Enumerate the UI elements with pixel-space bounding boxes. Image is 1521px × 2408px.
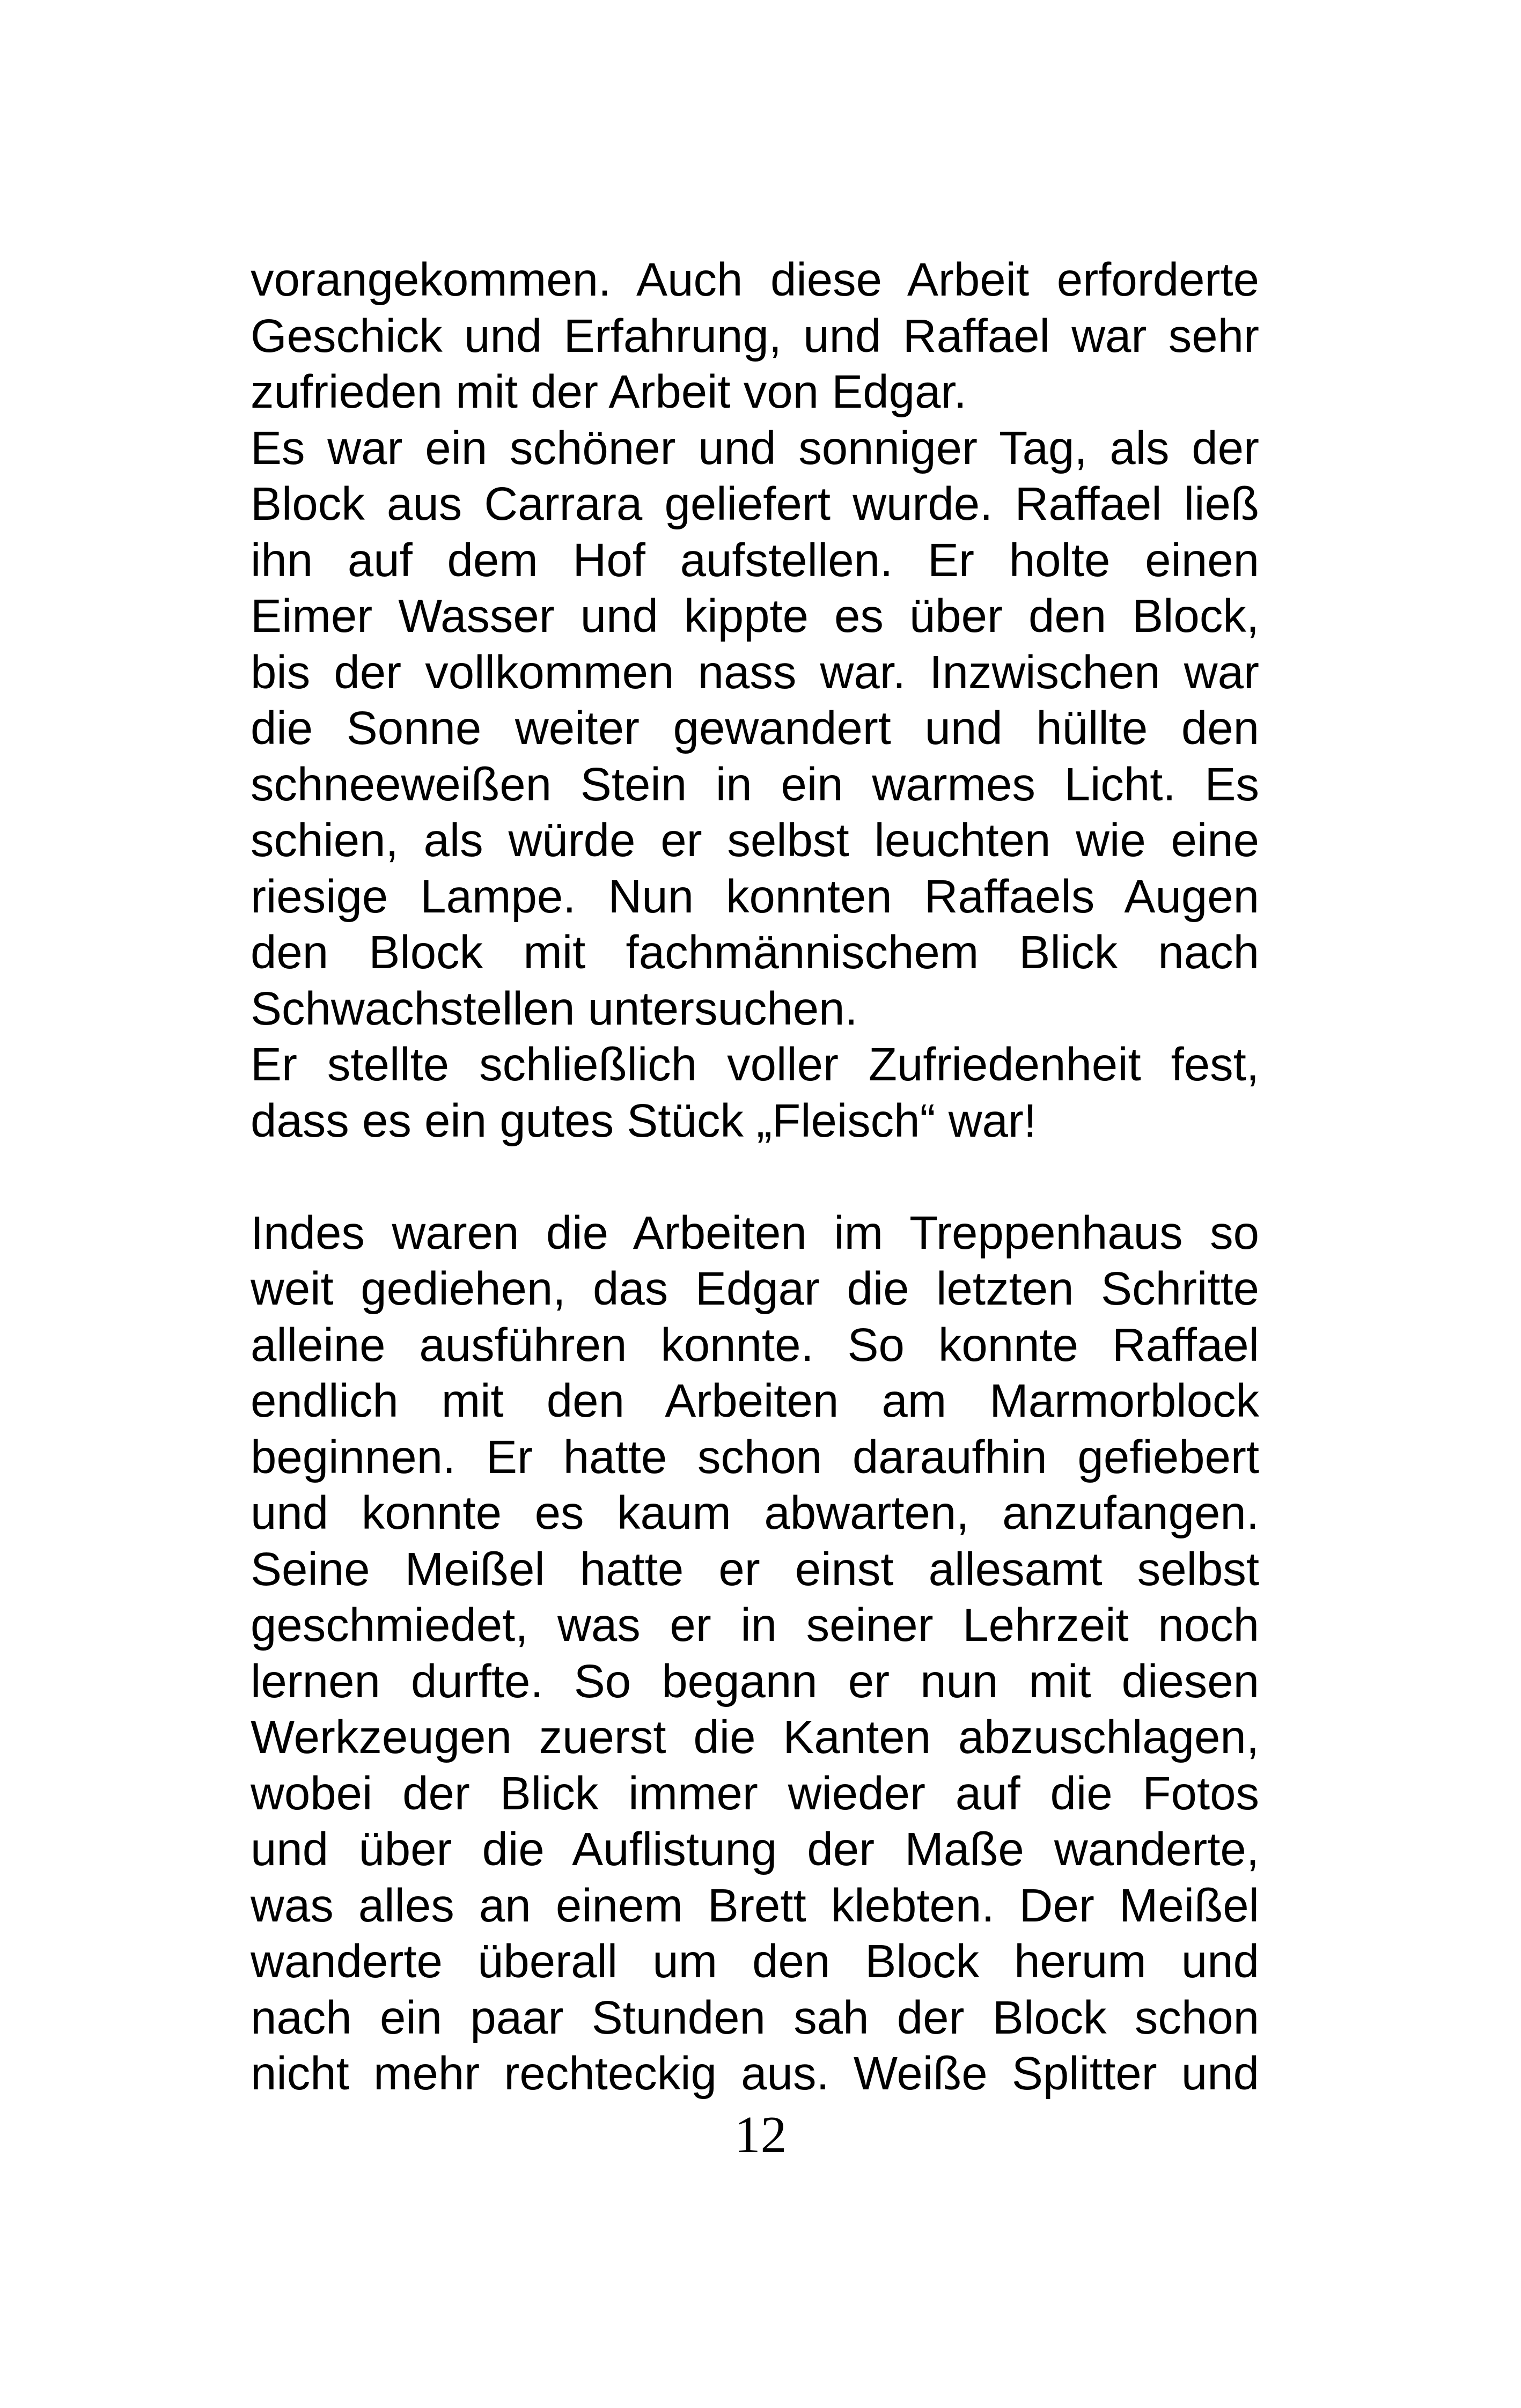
- text-line: Es war ein schöner und sonniger Tag, als der: [251, 422, 1259, 474]
- text-line: endlich mit den Arbeiten am Marmorblock: [251, 1375, 1259, 1427]
- text-line: wanderte überall um den Block herum und: [251, 1935, 1259, 1987]
- text-line: Indes waren die Arbeiten im Treppenhaus so: [251, 1206, 1259, 1259]
- text-line: Eimer Wasser und kippte es über den Block,: [251, 590, 1259, 642]
- text-line: nicht mehr rechteckig aus. Weiße Splitter und: [251, 2048, 1259, 2100]
- text-line: ihn auf dem Hof aufstellen. Er holte einen: [251, 534, 1259, 586]
- text-line: vorangekommen. Auch diese Arbeit erforderte: [251, 254, 1259, 306]
- body-text: [251, 252, 1259, 2102]
- paragraph-spacer: [251, 1149, 1259, 1205]
- text-line: und über die Auflistung der Maße wanderte,: [251, 1823, 1259, 1875]
- text-line: und konnte es kaum abwarten, anzufangen.: [251, 1487, 1259, 1539]
- text-line: riesige Lampe. Nun konnten Raffaels Augen: [251, 870, 1259, 923]
- text-line: dass es ein gutes Stück „Fleisch“ war!: [251, 1094, 1037, 1147]
- text-line: Block aus Carrara geliefert wurde. Raffael ließ: [251, 478, 1259, 530]
- text-line: nach ein paar Stunden sah der Block schon: [251, 1991, 1259, 2044]
- text-line: Geschick und Erfahrung, und Raffael war sehr: [251, 310, 1259, 362]
- text-line: schien, als würde er selbst leuchten wie eine: [251, 814, 1259, 866]
- text-line: zufrieden mit der Arbeit von Edgar.: [251, 366, 967, 418]
- text-line: den Block mit fachmännischem Blick nach: [251, 926, 1259, 978]
- text-line: Er stellte schließlich voller Zufriedenheit fest,: [251, 1039, 1259, 1091]
- text-line: schneeweißen Stein in ein warmes Licht. Es: [251, 758, 1259, 811]
- text-line: bis der vollkommen nass war. Inzwischen war: [251, 646, 1259, 698]
- page-number: 12: [734, 2106, 787, 2164]
- text-line: geschmiedet, was er in seiner Lehrzeit noch: [251, 1599, 1259, 1651]
- text-line: Schwachstellen untersuchen.: [251, 982, 858, 1035]
- text-line: wobei der Blick immer wieder auf die Fotos: [251, 1767, 1259, 1820]
- text-line: alleine ausführen konnte. So konnte Raffael: [251, 1319, 1259, 1371]
- text-line: weit gediehen, das Edgar die letzten Schritte: [251, 1263, 1259, 1315]
- text-line: die Sonne weiter gewandert und hüllte den: [251, 702, 1259, 754]
- text-line: Seine Meißel hatte er einst allesamt selbst: [251, 1543, 1259, 1595]
- text-line: beginnen. Er hatte schon daraufhin gefiebert: [251, 1431, 1259, 1483]
- text-line: lernen durfte. So begann er nun mit diesen: [251, 1655, 1259, 1707]
- text-line: Werkzeugen zuerst die Kanten abzuschlagen,: [251, 1711, 1259, 1763]
- text-line: was alles an einem Brett klebten. Der Meißel: [251, 1879, 1259, 1932]
